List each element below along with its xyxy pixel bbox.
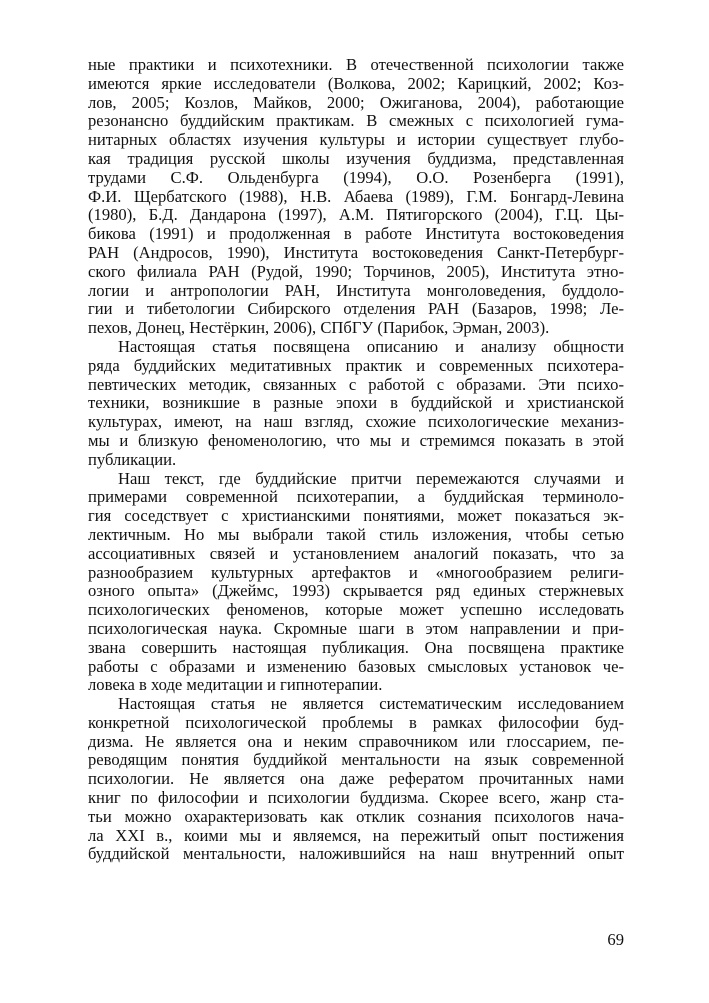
text-line: конкретной психологической проблемы в рамках философии буд- [88,713,624,732]
paragraph-first-line: Наш текст, где буддийские притчи перемежаются случаями и [118,469,624,488]
text-line: культурах, имеют, на наш взгляд, схожие психологические механиз- [88,413,624,432]
text-line: разнообразием культурных артефактов и «многообразием религи- [88,563,624,582]
text-line: гия соседствует с христианскими понятиями, может показаться эк- [88,507,624,526]
text-line: психологических феноменов, которые может успешно исследовать [88,601,624,620]
paragraph-last-line: ловека в ходе медитации и гипнотерапии. [88,676,383,695]
text-line: трудами С.Ф. Ольденбурга (1994), О.О. Розенберга (1991), [88,168,624,187]
text-line: звана совершить настоящая публикация. Она посвящена практике [88,638,624,657]
text-line: ского филиала РАН (Рудой, 1990; Торчинов, 2005), Института этно- [88,262,624,281]
text-line: мы и близкую феноменологию, что мы и стремимся показать в этой [88,431,624,450]
text-line: имеются яркие исследователи (Волкова, 2002; Карицкий, 2002; Коз- [88,74,624,93]
text-line: реводящим понятия буддийкой ментальности на язык современной [88,751,624,770]
text-line: ассоциативных связей и установлением аналогий показать, что за [88,544,624,563]
text-line: ряда буддийских медитативных практик и современных психотера- [88,356,624,375]
text-line: работы с образами и изменению базовых смысловых установок че- [88,657,624,676]
text-line: РАН (Андросов, 1990), Института востоковедения Санкт-Петербург- [88,243,624,262]
text-line: (1980), Б.Д. Дандарона (1997), А.М. Пятигорского (2004), Г.Ц. Цы- [88,206,624,225]
paragraph-first-line: Настоящая статья посвящена описанию и анализу общности [118,337,624,356]
text-line: дизма. Не является она и неким справочником или глоссарием, пе- [88,732,624,751]
text-line: буддийской ментальности, наложившийся на наш внутренний опыт [88,845,624,864]
body-text [88,56,624,864]
text-line: техники, возникшие в разные эпохи в буддийской и христианской [88,394,624,413]
paragraph-last-line: публикации. [88,450,177,469]
text-line: кая традиция русской школы изучения буддизма, представленная [88,149,624,168]
text-line: тьи можно охарактеризовать как отклик сознания психологов нача- [88,807,624,826]
text-line: певтических методик, связанных с работой с образами. Эти психо- [88,375,624,394]
text-line: логии и антропологии РАН, Института монголоведения, буддоло- [88,281,624,300]
text-line: резонансно буддийским практикам. В смежных с психологией гума- [88,112,624,131]
paragraph-first-line: Настоящая статья не является систематическим исследованием [118,695,624,714]
text-line: книг по философии и психологии буддизма. Скорее всего, жанр ста- [88,789,624,808]
text-line: лектичным. Но мы выбрали такой стиль изложения, чтобы сетью [88,525,624,544]
page-number: 69 [607,930,624,949]
text-line: лов, 2005; Козлов, Майков, 2000; Ожиганова, 2004), работающие [88,93,624,112]
paragraph-last-line: пехов, Донец, Нестёркин, 2006), СПбГУ (Парибок, Эрман, 2003). [88,319,550,338]
text-line: бикова (1991) и продолженная в работе Института востоковедения [88,225,624,244]
text-line: озного опыта» (Джеймс, 1993) скрывается ряд единых стержневых [88,582,624,601]
text-line: примерами современной психотерапии, а буддийская терминоло- [88,488,624,507]
text-line: ла XXI в., коими мы и являемся, на пережитый опыт постижения [88,826,624,845]
text-line: нитарных областях изучения культуры и истории существует глубо- [88,131,624,150]
text-line: психологическая наука. Скромные шаги в этом направлении и при- [88,619,624,638]
text-line: Ф.И. Щербатского (1988), Н.В. Абаева (1989), Г.М. Бонгард-Левина [88,187,624,206]
text-line: ные практики и психотехники. В отечественной психологии также [88,56,624,74]
text-line: психологии. Не является она даже рефератом прочитанных нами [88,770,624,789]
text-line: гии и тибетологии Сибирского отделения РАН (Базаров, 1998; Ле- [88,300,624,319]
